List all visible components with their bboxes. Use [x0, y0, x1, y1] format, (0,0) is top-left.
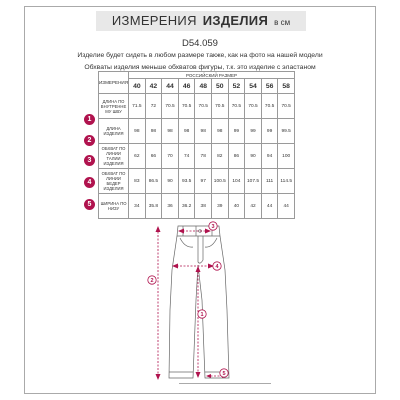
title-word-product: ИЗДЕЛИЯ — [202, 13, 269, 28]
row-marker-1: 1 — [84, 114, 95, 125]
row-label: ШИРИНА ПО НИЗУ — [99, 194, 129, 219]
size-header: 44 — [162, 79, 179, 94]
table-cell: 93.5 — [178, 169, 195, 194]
article-number: D54.059 — [182, 38, 218, 49]
table-cell: 74 — [178, 144, 195, 169]
size-header: 48 — [195, 79, 212, 94]
size-header: 58 — [278, 79, 295, 94]
table-cell: 98 — [195, 119, 212, 144]
table-cell: 99 — [245, 119, 262, 144]
table-cell: 98 — [162, 119, 179, 144]
size-header: 54 — [245, 79, 262, 94]
elastane-note: Обхваты изделия меньше обхватов фигуры, т.к. это изделие с эластаном — [84, 64, 316, 71]
table-cell: 44 — [261, 194, 278, 219]
table-cell: 62 — [129, 144, 146, 169]
row-label: ОБХВАТ ПО ЛИНИИ БЕДЕР ИЗДЕЛИЯ — [99, 169, 129, 194]
title-unit: в см — [274, 18, 291, 27]
size-header: 42 — [145, 79, 162, 94]
table-cell: 98 — [212, 119, 229, 144]
table-cell: 99 — [228, 119, 245, 144]
table-cell: 44 — [278, 194, 295, 219]
table-cell: 97 — [195, 169, 212, 194]
table-cell: 100.5 — [212, 169, 229, 194]
marker-5-label: 5 — [222, 371, 226, 378]
table-cell: 86 — [228, 144, 245, 169]
row-label: ОБХВАТ ПО ЛИНИИ ТАЛИИ ИЗДЕЛИЯ — [99, 144, 129, 169]
table-cell: 70.5 — [162, 94, 179, 119]
row-marker-2: 2 — [84, 135, 95, 146]
table-cell: 83 — [129, 169, 146, 194]
table-cell: 35.8 — [145, 194, 162, 219]
size-header: 52 — [228, 79, 245, 94]
table-cell: 100 — [278, 144, 295, 169]
table-cell: 99 — [261, 119, 278, 144]
table-cell: 39 — [212, 194, 229, 219]
table-cell: 34 — [129, 194, 146, 219]
table-cell: 66 — [145, 144, 162, 169]
table-cell: 40 — [228, 194, 245, 219]
size-header: 50 — [212, 79, 229, 94]
table-cell: 70 — [162, 144, 179, 169]
table-cell: 98 — [145, 119, 162, 144]
size-header: 40 — [129, 79, 146, 94]
title-word-measurements: ИЗМЕРЕНИЯ — [111, 13, 197, 28]
table-cell: 70.5 — [278, 94, 295, 119]
table-cell: 70.5 — [261, 94, 278, 119]
table-cell: 82 — [212, 144, 229, 169]
size-group-label: РОССИЙСКИЙ РАЗМЕР — [129, 72, 295, 79]
table-cell: 38 — [195, 194, 212, 219]
table-cell: 70.5 — [228, 94, 245, 119]
table-cell: 71.5 — [129, 94, 146, 119]
table-cell: 42 — [245, 194, 262, 219]
table-cell: 98 — [129, 119, 146, 144]
marker-1-label: 1 — [200, 312, 204, 319]
table-cell: 98 — [178, 119, 195, 144]
left-leg-outline — [169, 236, 198, 378]
table-cell: 86.5 — [145, 169, 162, 194]
table-cell: 99.5 — [278, 119, 295, 144]
row-marker-4: 4 — [84, 177, 95, 188]
table-cell: 70.5 — [178, 94, 195, 119]
size-header: 56 — [261, 79, 278, 94]
size-header: 46 — [178, 79, 195, 94]
marker-2-label: 2 — [150, 278, 154, 285]
row-marker-3: 3 — [84, 155, 95, 166]
table-cell: 70.5 — [212, 94, 229, 119]
table-cell: 90 — [162, 169, 179, 194]
diagram-markers — [148, 222, 228, 377]
table-cell: 90 — [245, 144, 262, 169]
table-cell: 111 — [261, 169, 278, 194]
corner-label: ИЗМЕРЕНИЯ — [99, 72, 129, 94]
table-cell: 94 — [261, 144, 278, 169]
table-cell: 72 — [145, 94, 162, 119]
marker-4-label: 4 — [215, 264, 219, 271]
row-label: ДЛИНА ИЗДЕЛИЯ — [99, 119, 129, 144]
table-cell: 114.5 — [278, 169, 295, 194]
table-cell: 78 — [195, 144, 212, 169]
table-cell: 70.5 — [195, 94, 212, 119]
table-cell: 70.5 — [245, 94, 262, 119]
row-label: ДЛИНА ПО ВНУТРЕННЕ МУ ШВУ — [99, 94, 129, 119]
table-cell: 104 — [228, 169, 245, 194]
table-cell: 36.2 — [178, 194, 195, 219]
fit-note: Изделие будет сидеть в любом размере также, как на фото на нашей модели — [77, 52, 323, 59]
table-cell: 107.5 — [245, 169, 262, 194]
marker-3-label: 3 — [211, 224, 215, 231]
row-marker-5: 5 — [84, 199, 95, 210]
table-cell: 36 — [162, 194, 179, 219]
